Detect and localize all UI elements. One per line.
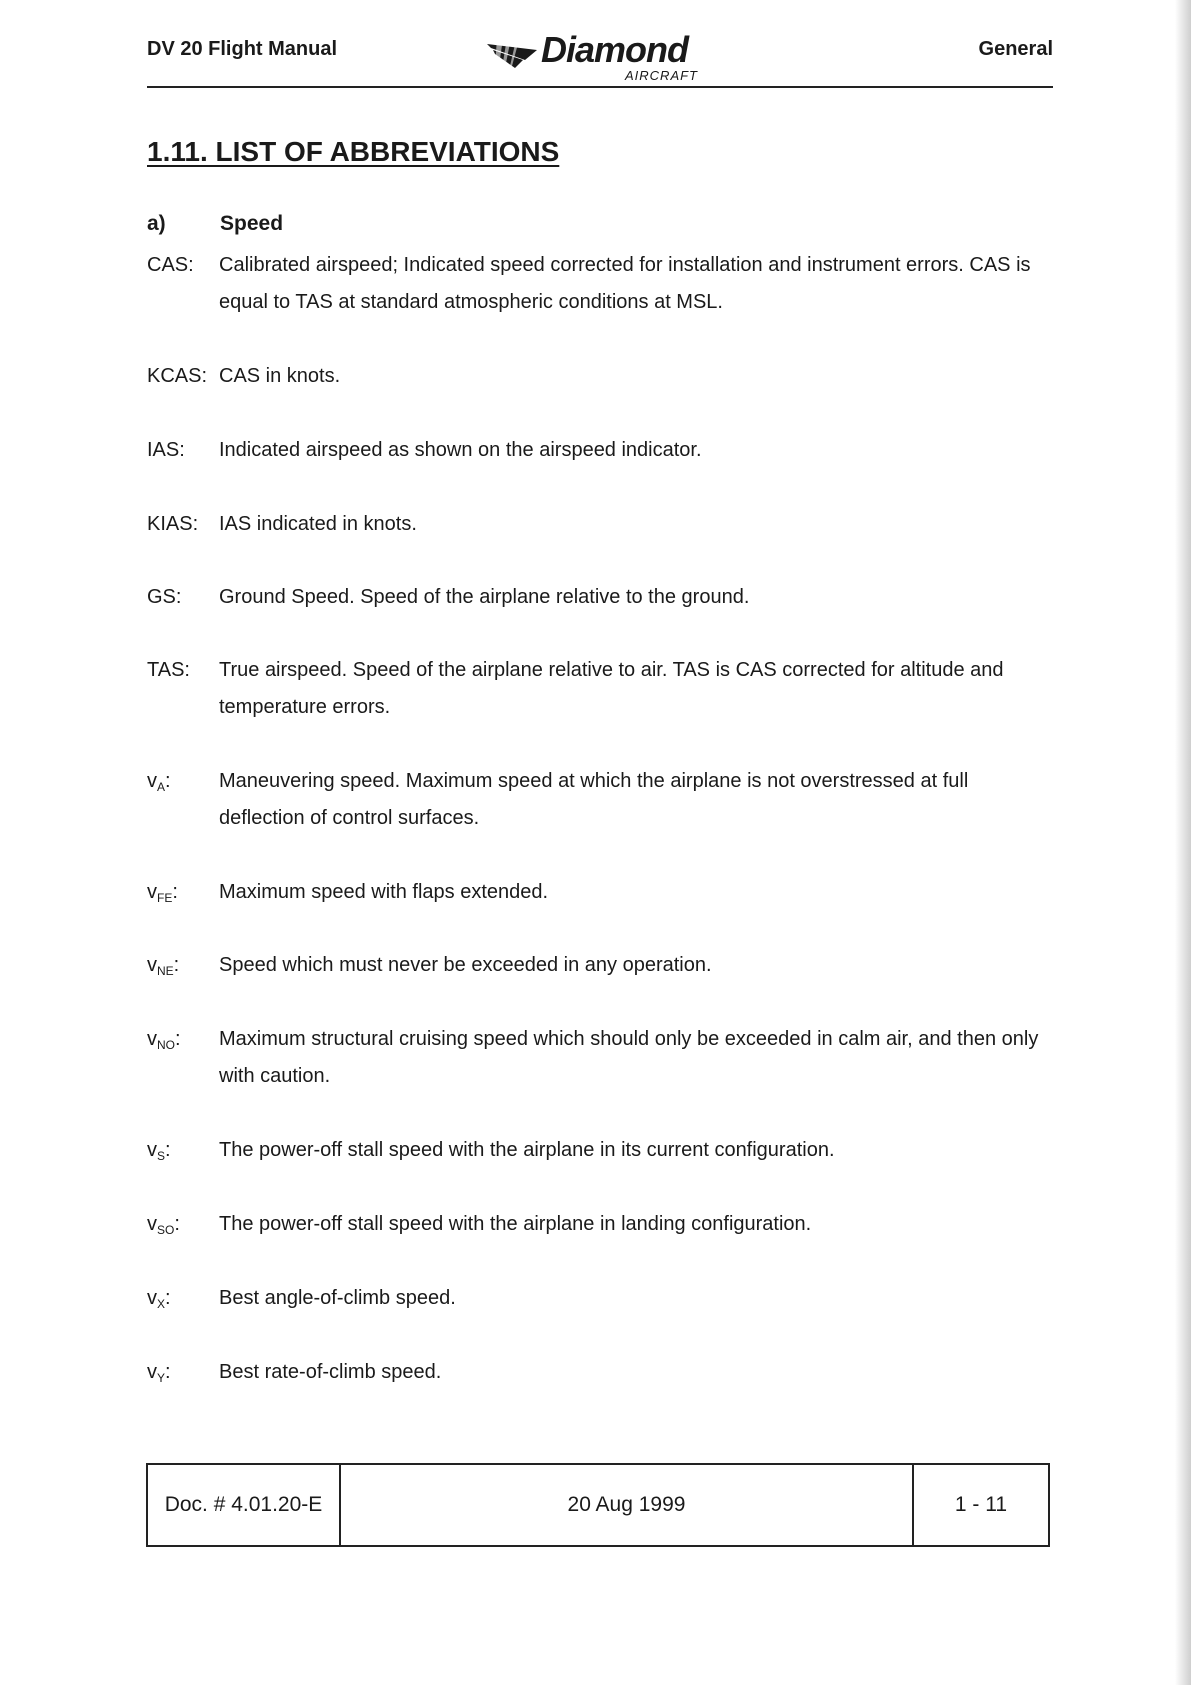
abbreviation-term: $v_{FE}$:	[147, 881, 178, 905]
abbreviation-definition: Best angle-of-climb speed.	[219, 1287, 456, 1309]
abbreviation-definition: Indicated airspeed as shown on the airspeed indicator.	[219, 439, 702, 461]
scan-page-edge	[1175, 0, 1191, 1685]
abbreviation-term: $v_A$:	[147, 770, 171, 794]
abbreviation-definition: True airspeed. Speed of the airplane relative to air. TAS is CAS corrected for altitude and temperature errors.	[219, 659, 1004, 718]
abbreviation-term: $v_Y$:	[147, 1361, 171, 1385]
abbreviation-definition: Best rate-of-climb speed.	[219, 1361, 442, 1383]
abbreviation-definition: Maximum speed with flaps extended.	[219, 881, 549, 903]
abbreviation-term: TAS:	[147, 659, 190, 681]
abbreviation-definition: Ground Speed. Speed of the airplane relative to the ground.	[219, 586, 750, 608]
abbreviation-definition: The power-off stall speed with the airplane in landing configuration.	[219, 1213, 812, 1235]
section-title: 1.11. LIST OF ABBREVIATIONS	[147, 136, 560, 167]
chapter-name: General	[978, 38, 1053, 60]
subsection-name: Speed	[220, 212, 284, 235]
abbreviation-term: IAS:	[147, 439, 185, 461]
abbreviation-term: $v_{SO}$:	[147, 1213, 180, 1237]
document-number: Doc. # 4.01.20-E	[148, 1465, 341, 1545]
subsection-letter: a)	[147, 212, 166, 235]
logo-subtitle: AIRCRAFT	[625, 68, 698, 83]
abbreviation-term: $v_{NO}$:	[147, 1028, 181, 1052]
abbreviation-definition: IAS indicated in knots.	[219, 513, 417, 535]
abbreviation-term: KCAS:	[147, 365, 208, 387]
page-number: 1 - 11	[954, 1493, 1008, 1516]
revision-date: 20 Aug 1999	[341, 1465, 914, 1545]
abbreviation-term: $v_S$:	[147, 1139, 171, 1163]
abbreviation-term: KIAS:	[147, 513, 199, 535]
abbreviation-term: $v_{NE}$:	[147, 954, 180, 978]
page-header	[147, 30, 1053, 88]
abbreviation-term: GS:	[147, 586, 182, 608]
abbreviation-definition: The power-off stall speed with the airplane in its current configuration.	[219, 1139, 835, 1161]
manual-title: DV 20 Flight Manual	[147, 38, 338, 60]
page-footer	[146, 1463, 1050, 1547]
abbreviation-definition: Maximum structural cruising speed which should only be exceeded in calm air, and then only with caution.	[219, 1028, 1039, 1087]
abbreviation-definition: Maneuvering speed. Maximum speed at which the airplane is not overstressed at full deflection of control surfaces.	[219, 770, 969, 829]
abbreviation-definition: Speed which must never be exceeded in any operation.	[219, 954, 712, 976]
abbreviation-term: CAS:	[147, 254, 194, 276]
diamond-aircraft-logo	[485, 30, 725, 86]
abbreviation-definition: Calibrated airspeed; Indicated speed corrected for installation and instrument errors. CAS is equal to TAS at standard atmospheric conditions at MSL.	[219, 254, 1031, 313]
logo-wings-icon	[485, 36, 539, 72]
abbreviation-definition: CAS in knots.	[219, 365, 341, 387]
abbreviation-term: $v_X$:	[147, 1287, 171, 1311]
logo-wordmark: Diamond	[541, 29, 689, 70]
